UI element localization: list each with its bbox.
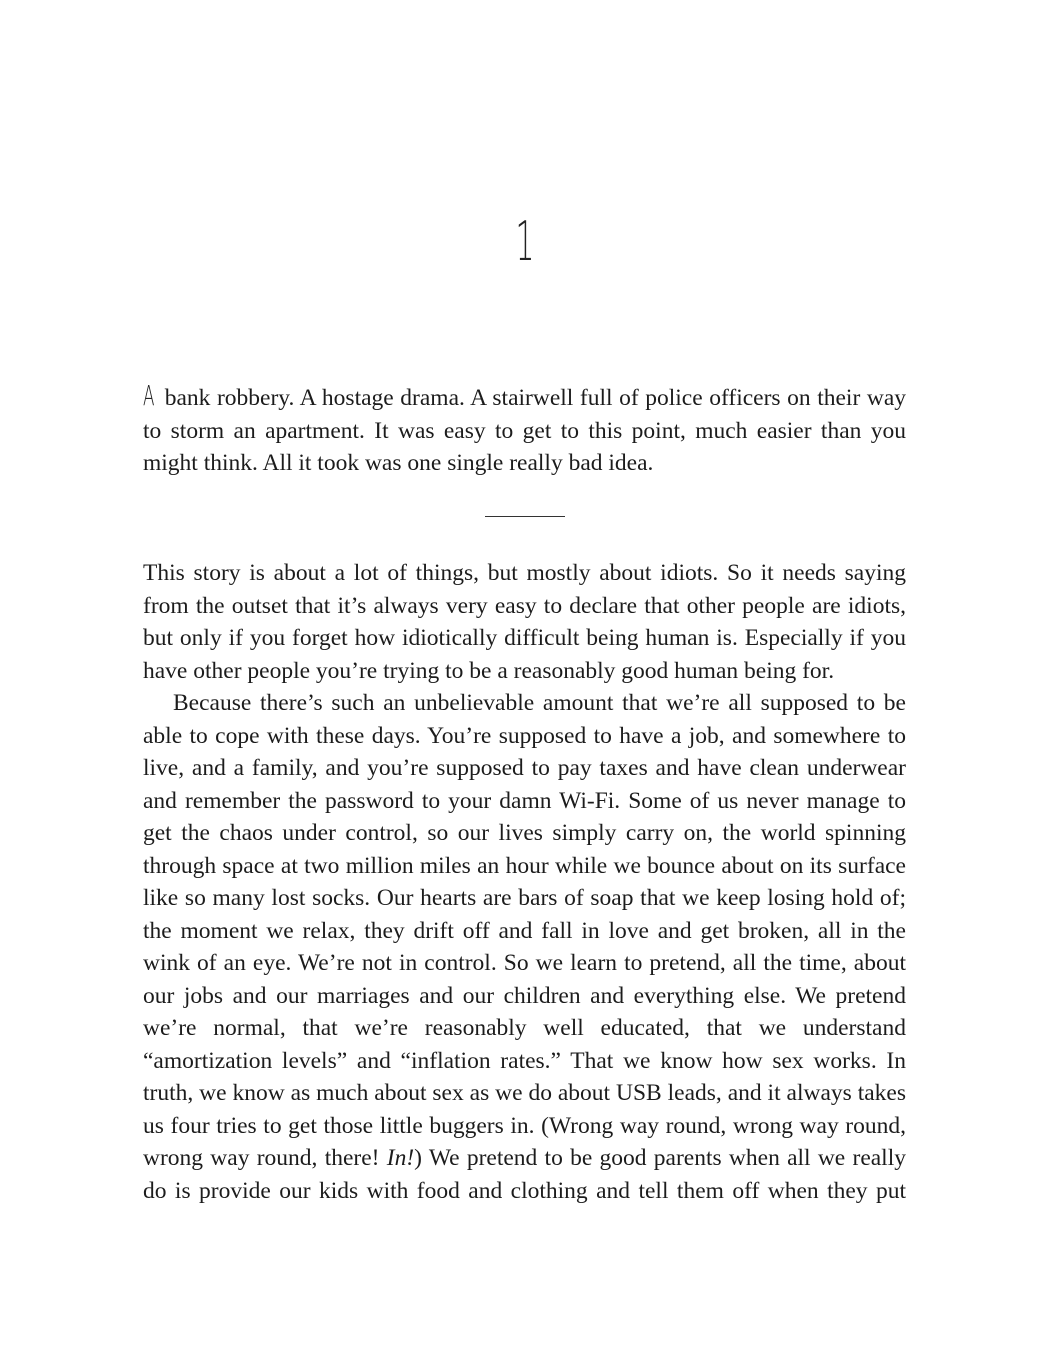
paragraph: This story is about a lot of things, but mostly about idiots. So it needs saying from the outset that it’s always very easy to declare that other people are idiots, but only if you forget how idiotically difficult being human is. Especially if you have other people you’re trying to be a reasonably good human being for. (143, 560, 906, 684)
paragraph-text: ) We pretend to be good parents when all we really do is provide our kids with food and clothing and tell them off when they put (143, 1145, 906, 1204)
scene-break-divider (485, 516, 565, 517)
opening-rest: bank robbery. A hostage drama. A stairwell full of police officers on their way to storm an apartment. It was easy to get to this point, much easier than you might think. All it took was one single really bad idea. (143, 385, 906, 476)
opening-paragraph (143, 380, 906, 480)
italic-emphasis: In! (386, 1145, 415, 1171)
opening-text (143, 380, 906, 480)
paragraph-text: Because there’s such an unbelievable amount that we’re all supposed to be able to cope with these days. You’re supposed to have a job, and somewhere to live, and a family, and you’re supposed to pay taxes and have clean underwear and remember the password to your damn Wi-Fi. Some of us never manage to get the chaos under control, so our lives simply carry on, the world spinning through space at two million miles an hour while we bounce about on its surface like so many lost socks. Our hearts are bars of soap that we keep losing hold of; the moment we relax, they drift off and fall in love and get broken, all in the wink of an eye. We’re not in control. So we learn to pretend, all the time, about our jobs and our marriages and our children and everything else. We pretend we’re normal, that we’re reasonably well educated, that we understand “amortization levels” and “inflation rates.” That we know how sex works. In truth, we know as much about sex as we do about USB leads, and it always takes us four tries to get those little buggers in. (Wrong way round, wrong way round, wrong way round, there! (143, 690, 906, 1171)
paragraph (143, 687, 906, 1207)
drop-initial: A (143, 379, 155, 412)
chapter-number: 1 (515, 210, 535, 273)
body-text (143, 557, 906, 1207)
